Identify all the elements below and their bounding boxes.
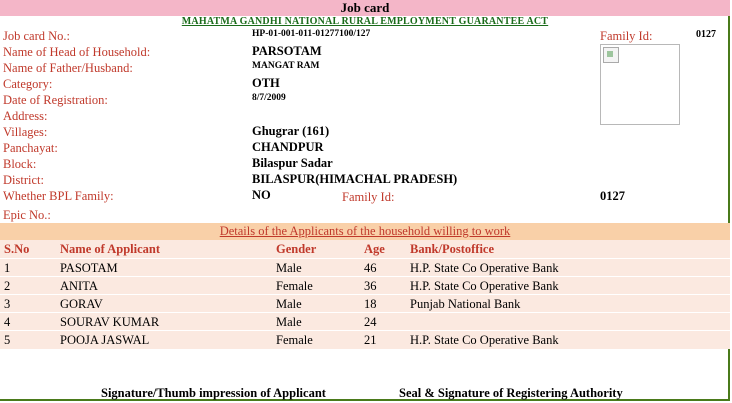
head-label: Name of Head of Household: (3, 45, 151, 59)
family-id-value-top: 0127 (696, 29, 716, 40)
cell-age: 36 (364, 279, 377, 293)
cell-sno: 4 (4, 315, 11, 329)
villages-value: Ghugrar (161) (252, 124, 330, 138)
family-id-label-top: Family Id: (600, 29, 653, 43)
broken-image-icon (603, 47, 619, 63)
category-label: Category: (3, 77, 53, 91)
col-age: Age (364, 242, 385, 256)
epic-label: Epic No.: (3, 208, 51, 222)
table-row (0, 330, 730, 349)
authority-signature-label: Seal & Signature of Registering Authority (399, 386, 623, 400)
father-label: Name of Father/Husband: (3, 61, 133, 75)
cell-age: 21 (364, 333, 377, 347)
cell-age: 46 (364, 261, 377, 275)
job-card-no-value: HP-01-001-011-01277100/127 (252, 29, 371, 39)
cell-sno: 2 (4, 279, 11, 293)
family-id-value-mid: 0127 (600, 189, 625, 203)
head-value: PARSOTAM (252, 44, 322, 58)
applicants-table-header (0, 240, 730, 258)
cell-name: PASOTAM (60, 261, 118, 275)
cell-bank: H.P. State Co Operative Bank (410, 279, 559, 293)
address-label: Address: (3, 109, 48, 123)
table-row (0, 294, 730, 313)
cell-sno: 1 (4, 261, 11, 275)
applicant-photo (600, 44, 680, 125)
applicants-section-heading (0, 223, 730, 240)
table-row (0, 312, 730, 331)
applicants-heading-text: Details of the Applicants of the household willing to work (219, 224, 511, 238)
cell-sno: 5 (4, 333, 11, 347)
cell-gender: Female (276, 333, 313, 347)
bpl-value: NO (252, 188, 271, 202)
page-title: Job card (0, 0, 730, 16)
col-name: Name of Applicant (60, 242, 160, 256)
cell-bank: Punjab National Bank (410, 297, 521, 311)
block-value: Bilaspur Sadar (252, 156, 333, 170)
category-value: OTH (252, 76, 280, 90)
district-label: District: (3, 173, 44, 187)
cell-name: ANITA (60, 279, 98, 293)
cell-gender: Male (276, 315, 302, 329)
cell-bank: H.P. State Co Operative Bank (410, 333, 559, 347)
panchayat-value: CHANDPUR (252, 140, 324, 154)
reg-date-label: Date of Registration: (3, 93, 108, 107)
table-row (0, 258, 730, 277)
father-value: MANGAT RAM (252, 61, 320, 71)
cell-name: SOURAV KUMAR (60, 315, 160, 329)
bpl-label: Whether BPL Family: (3, 189, 114, 203)
cell-name: GORAV (60, 297, 103, 311)
villages-label: Villages: (3, 125, 48, 139)
cell-name: POOJA JASWAL (60, 333, 150, 347)
cell-age: 18 (364, 297, 377, 311)
reg-date-value: 8/7/2009 (252, 93, 286, 103)
act-heading: MAHATMA GANDHI NATIONAL RURAL EMPLOYMENT GUARANTEE ACT (181, 16, 549, 27)
job-card-no-label: Job card No.: (3, 29, 70, 43)
block-label: Block: (3, 157, 37, 171)
cell-gender: Male (276, 297, 302, 311)
cell-age: 24 (364, 315, 377, 329)
district-value: BILASPUR(HIMACHAL PRADESH) (252, 172, 458, 186)
col-gender: Gender (276, 242, 317, 256)
cell-bank: H.P. State Co Operative Bank (410, 261, 559, 275)
family-id-label-mid: Family Id: (342, 190, 395, 204)
col-bank: Bank/Postoffice (410, 242, 495, 256)
col-sno: S.No (4, 242, 30, 256)
cell-sno: 3 (4, 297, 11, 311)
applicant-signature-label: Signature/Thumb impression of Applicant (101, 386, 326, 400)
cell-gender: Male (276, 261, 302, 275)
panchayat-label: Panchayat: (3, 141, 58, 155)
cell-gender: Female (276, 279, 313, 293)
table-row (0, 276, 730, 295)
